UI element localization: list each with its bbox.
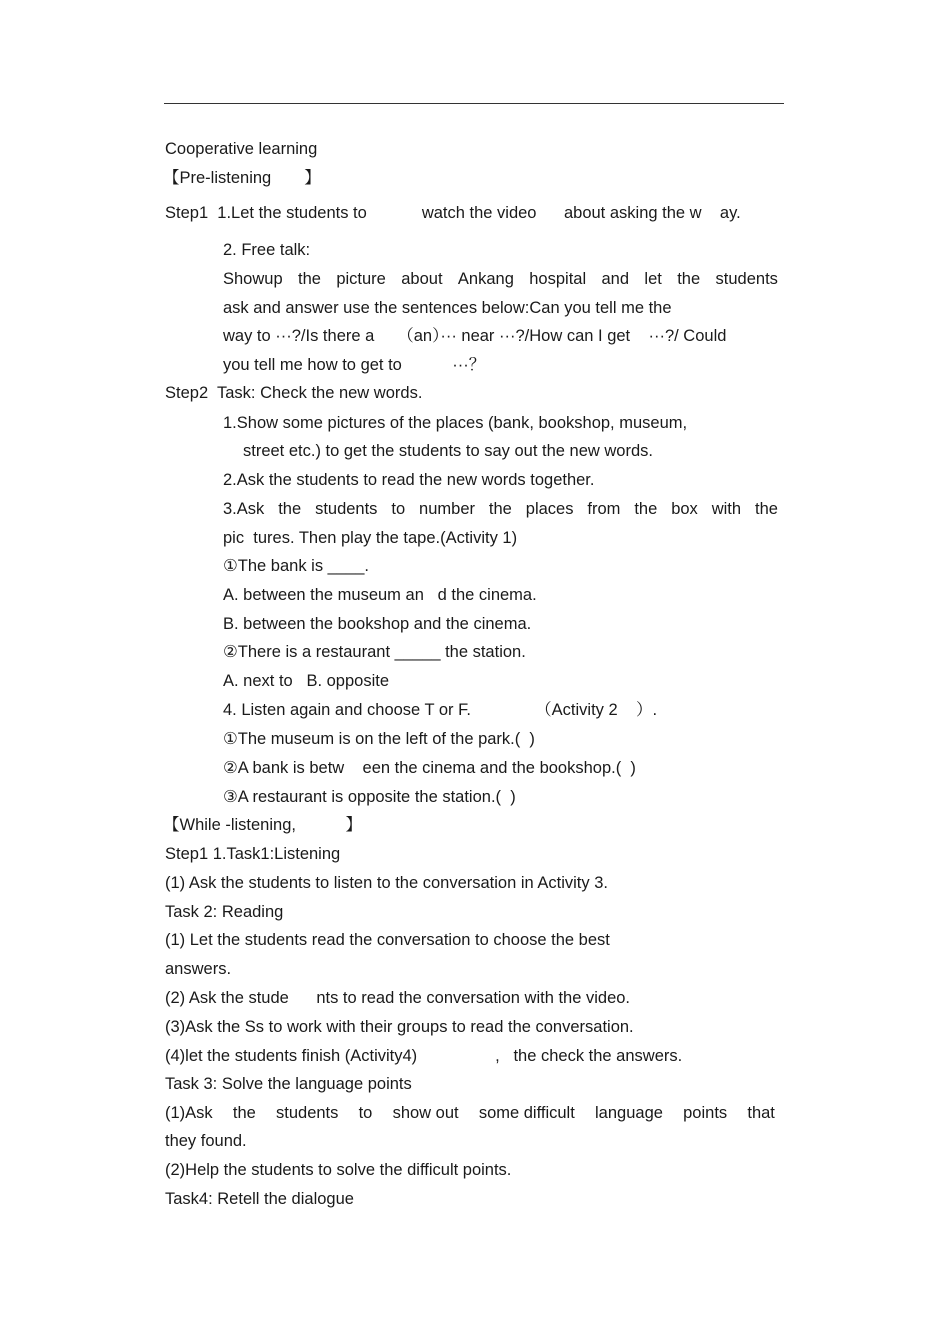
task2-item3: (3)Ask the Ss to work with their groups to read the conversation. [165, 1018, 634, 1036]
step2-item3-word: students [315, 500, 378, 518]
question-1-option-a: A. between the museum an d the cinema. [223, 586, 537, 604]
task3-item1-word: students [276, 1104, 339, 1122]
task3-item1-cont: they found. [165, 1132, 247, 1150]
step2-item3-word: the [634, 500, 658, 518]
section-heading: Cooperative learning [165, 140, 318, 158]
pre-listening-header: 【Pre-listening 】 [163, 169, 321, 187]
ask-answer-line: ask and answer use the sentences below:Can you tell me the [223, 299, 672, 317]
step2-item3-word: with [711, 500, 742, 518]
task3-item1 [165, 1103, 775, 1123]
task2-item1-cont: answers. [165, 960, 232, 978]
step1-line1: Step1 1.Let the students to watch the video about asking the w ay. [165, 204, 741, 222]
show-picture-word: let [644, 270, 662, 288]
step2-item4: 4. Listen again and choose T or F. （Activity 2 ）. [223, 701, 658, 719]
show-picture-word: the [298, 270, 321, 288]
step2-item3-word: the [488, 500, 512, 518]
step2-item3-word: the [278, 500, 302, 518]
while-step1: Step1 1.Task1:Listening [165, 845, 341, 863]
show-picture-word: Ankang [457, 270, 514, 288]
show-picture-word: students [715, 270, 778, 288]
step2-item3-word: from [587, 500, 621, 518]
task3-item1-word: show out [392, 1104, 459, 1122]
step2-item3-word: the [754, 500, 778, 518]
step2-item3-word: number [419, 500, 475, 518]
task3-item1-word: language [595, 1104, 663, 1122]
question-1-option-b: B. between the bookshop and the cinema. [223, 615, 532, 633]
step2-title: Step2 Task: Check the new words. [165, 384, 423, 402]
step2-item3-word: places [525, 500, 574, 518]
task2-item2: (2) Ask the stude nts to read the conversation with the video. [165, 989, 631, 1007]
show-picture-word: the [677, 270, 701, 288]
question-2-options: A. next to B. opposite [223, 672, 390, 690]
task3-item1-word: that [747, 1104, 775, 1122]
while-step1-item1: (1) Ask the students to listen to the conversation in Activity 3. [165, 874, 608, 892]
task2-item1: (1) Let the students read the conversation to choose the best [165, 931, 610, 949]
task2-title: Task 2: Reading [165, 903, 284, 921]
step2-item1-cont: street etc.) to get the students to say out the new words. [243, 442, 653, 460]
task3-item1-word: the [232, 1104, 256, 1122]
task3-item1-word: some difficult [478, 1104, 575, 1122]
task2-item4: (4)let the students finish (Activity4) , the check the answers. [165, 1047, 683, 1065]
how-to-get-line: you tell me how to get to ···？ [223, 356, 486, 374]
free-talk: 2. Free talk: [223, 241, 311, 259]
top-rule [164, 103, 784, 104]
step2-item3-word: to [391, 500, 406, 518]
show-picture-word: and [601, 270, 630, 288]
question-2: ②There is a restaurant _____ the station. [223, 643, 526, 661]
step2-item3-word: box [671, 500, 698, 518]
step2-item3-cont: pic tures. Then play the tape.(Activity 1) [223, 529, 518, 547]
step2-item3 [223, 499, 778, 519]
task3-item1-word: to [358, 1104, 373, 1122]
task3-item2: (2)Help the students to solve the difficult points. [165, 1161, 512, 1179]
show-picture-line [223, 269, 778, 289]
show-picture-word: picture [336, 270, 386, 288]
show-picture-word: about [401, 270, 443, 288]
step2-item1: 1.Show some pictures of the places (bank, bookshop, museum, [223, 414, 688, 432]
step2-item2: 2.Ask the students to read the new words together. [223, 471, 595, 489]
step2-item3-word: 3.Ask [223, 500, 265, 518]
tf-statement-2: ②A bank is betw een the cinema and the bookshop.( ) [223, 759, 636, 777]
task3-item1-word: points [683, 1104, 728, 1122]
question-1: ①The bank is ____. [223, 557, 369, 575]
task3-title: Task 3: Solve the language points [165, 1075, 412, 1093]
task3-item1-word: (1)Ask [165, 1104, 213, 1122]
tf-statement-1: ①The museum is on the left of the park.( ) [223, 730, 535, 748]
task4-title: Task4: Retell the dialogue [165, 1190, 354, 1208]
way-to-line: way to ···?/Is there a （an）··· near ···?/How can I get ···?/ Could [223, 327, 727, 345]
tf-statement-3: ③A restaurant is opposite the station.( ) [223, 788, 516, 806]
show-picture-word: hospital [529, 270, 587, 288]
while-listening-header: 【While -listening, 】 [163, 816, 362, 834]
show-picture-word: Showup [223, 270, 283, 288]
